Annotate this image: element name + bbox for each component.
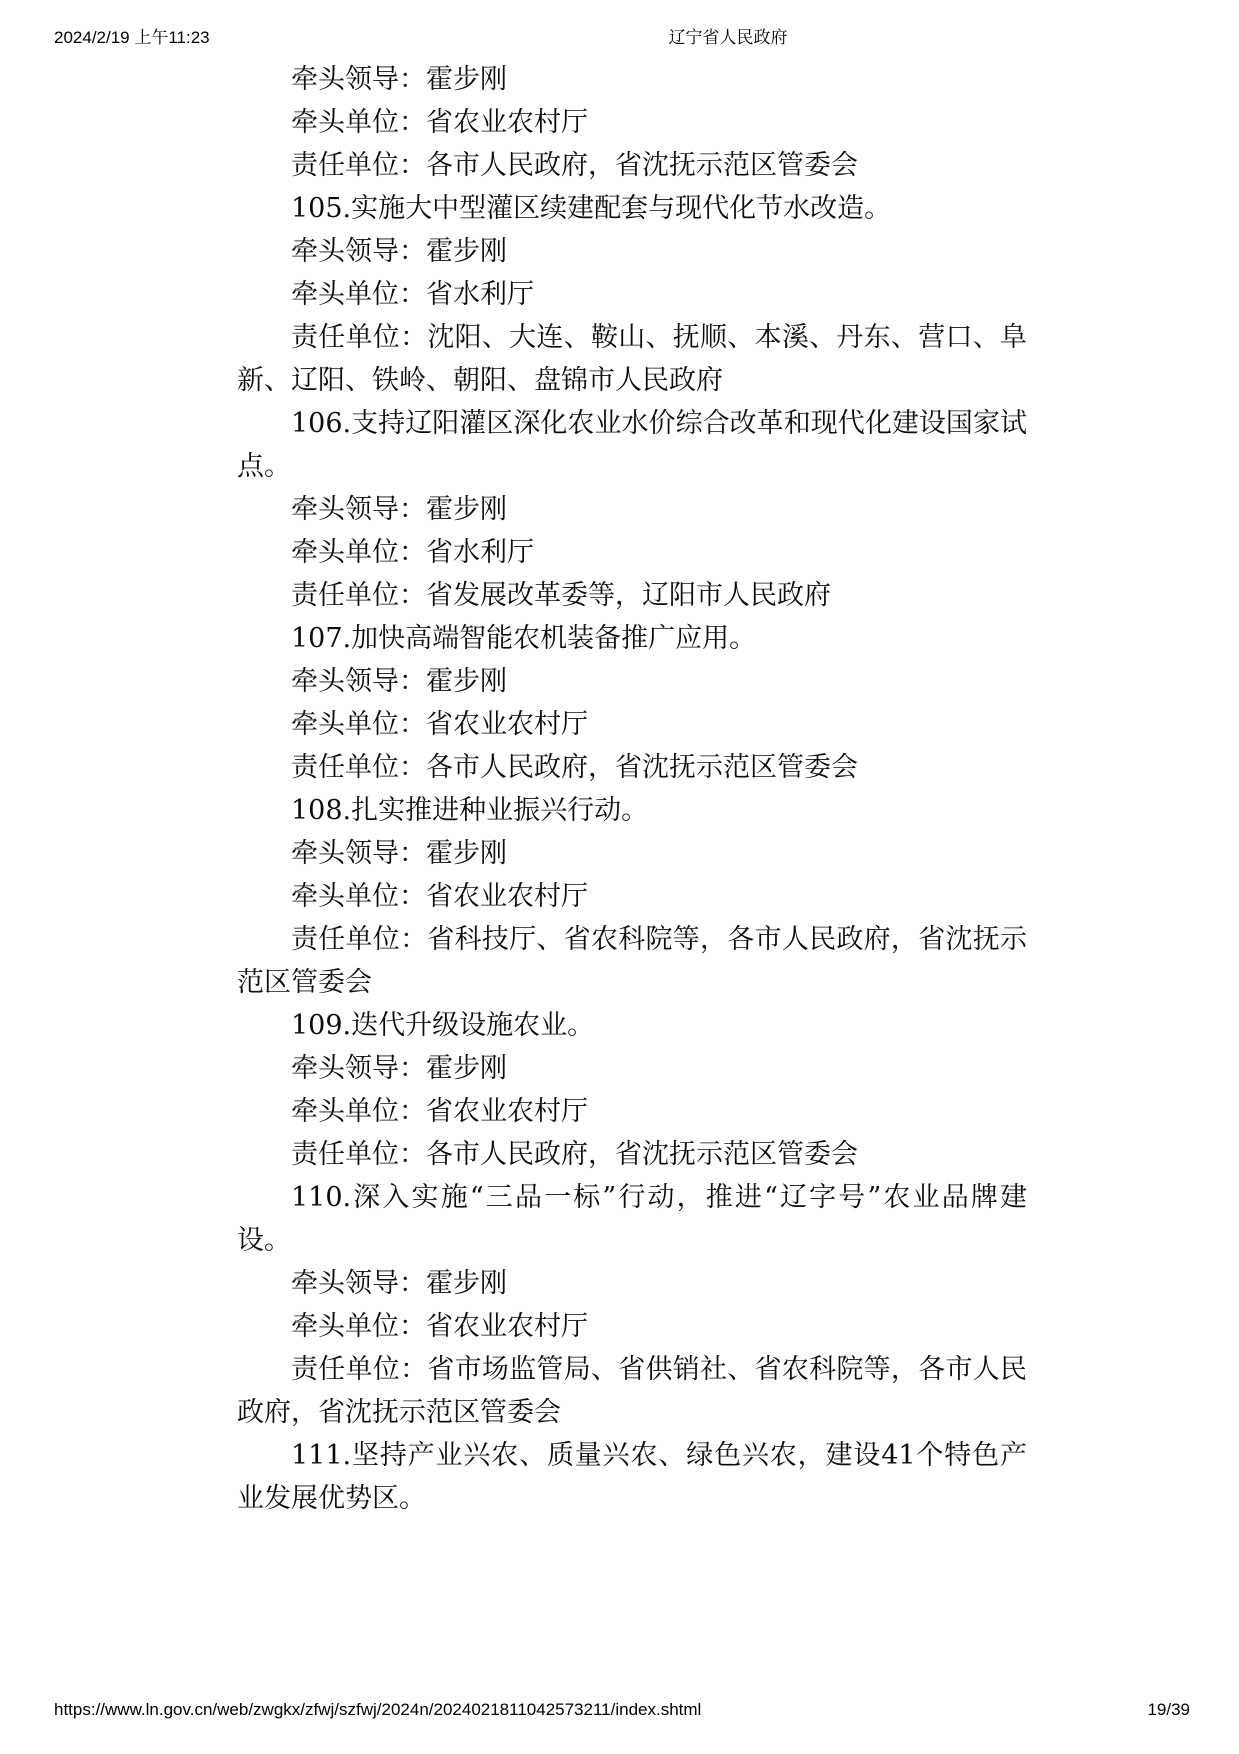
paragraph: 责任单位：省发展改革委等，辽阳市人民政府	[291, 580, 831, 611]
paragraph: 牵头单位：省农业农村厅	[291, 709, 588, 740]
paragraph: 牵头单位：省农业农村厅	[291, 1311, 588, 1342]
paragraph: 牵头领导：霍步刚	[291, 494, 507, 525]
paragraph: 牵头领导：霍步刚	[291, 838, 507, 869]
paragraph: 责任单位：省市场监管局、省供销社、省农科院等，各市人民政府，省沈抚示范区管委会	[237, 1354, 1027, 1428]
paragraph: 109.迭代升级设施农业。	[291, 1010, 595, 1041]
footer-page-number: 19/39	[1147, 1700, 1190, 1719]
paragraph: 责任单位：各市人民政府，省沈抚示范区管委会	[291, 752, 858, 783]
footer-url: https://www.ln.gov.cn/web/zwgkx/zfwj/szfwj/2024n/2024021811042573211/index.shtml	[54, 1700, 702, 1719]
paragraph: 牵头领导：霍步刚	[291, 1053, 507, 1084]
paragraph: 106.支持辽阳灌区深化农业水价综合改革和现代化建设国家试点。	[237, 408, 1027, 482]
header-site-title: 辽宁省人民政府	[668, 28, 788, 47]
paragraph: 牵头领导：霍步刚	[291, 1268, 507, 1299]
paragraph: 牵头领导：霍步刚	[291, 236, 507, 267]
paragraph: 牵头领导：霍步刚	[291, 666, 507, 697]
paragraph: 牵头单位：省农业农村厅	[291, 107, 588, 138]
paragraph: 牵头领导：霍步刚	[291, 64, 507, 95]
document-body	[237, 58, 1027, 1520]
paragraph: 107.加快高端智能农机装备推广应用。	[291, 623, 757, 654]
paragraph: 110.深入实施“三品一标”行动，推进“辽字号”农业品牌建设。	[237, 1182, 1027, 1256]
paragraph: 责任单位：各市人民政府，省沈抚示范区管委会	[291, 1139, 858, 1170]
paragraph: 105.实施大中型灌区续建配套与现代化节水改造。	[291, 193, 892, 224]
header-datetime: 2024/2/19 上午11:23	[54, 28, 210, 47]
paragraph: 牵头单位：省农业农村厅	[291, 1096, 588, 1127]
paragraph: 111.坚持产业兴农、质量兴农、绿色兴农，建设41个特色产业发展优势区。	[237, 1440, 1027, 1514]
paragraph: 牵头单位：省水利厅	[291, 537, 534, 568]
paragraph: 责任单位：沈阳、大连、鞍山、抚顺、本溪、丹东、营口、阜新、辽阳、铁岭、朝阳、盘锦市人民政府	[237, 322, 1027, 396]
paragraph: 责任单位：省科技厅、省农科院等，各市人民政府，省沈抚示范区管委会	[237, 924, 1027, 998]
paragraph: 108.扎实推进种业振兴行动。	[291, 795, 649, 826]
paragraph: 责任单位：各市人民政府，省沈抚示范区管委会	[291, 150, 858, 181]
paragraph: 牵头单位：省农业农村厅	[291, 881, 588, 912]
paragraph: 牵头单位：省水利厅	[291, 279, 534, 310]
